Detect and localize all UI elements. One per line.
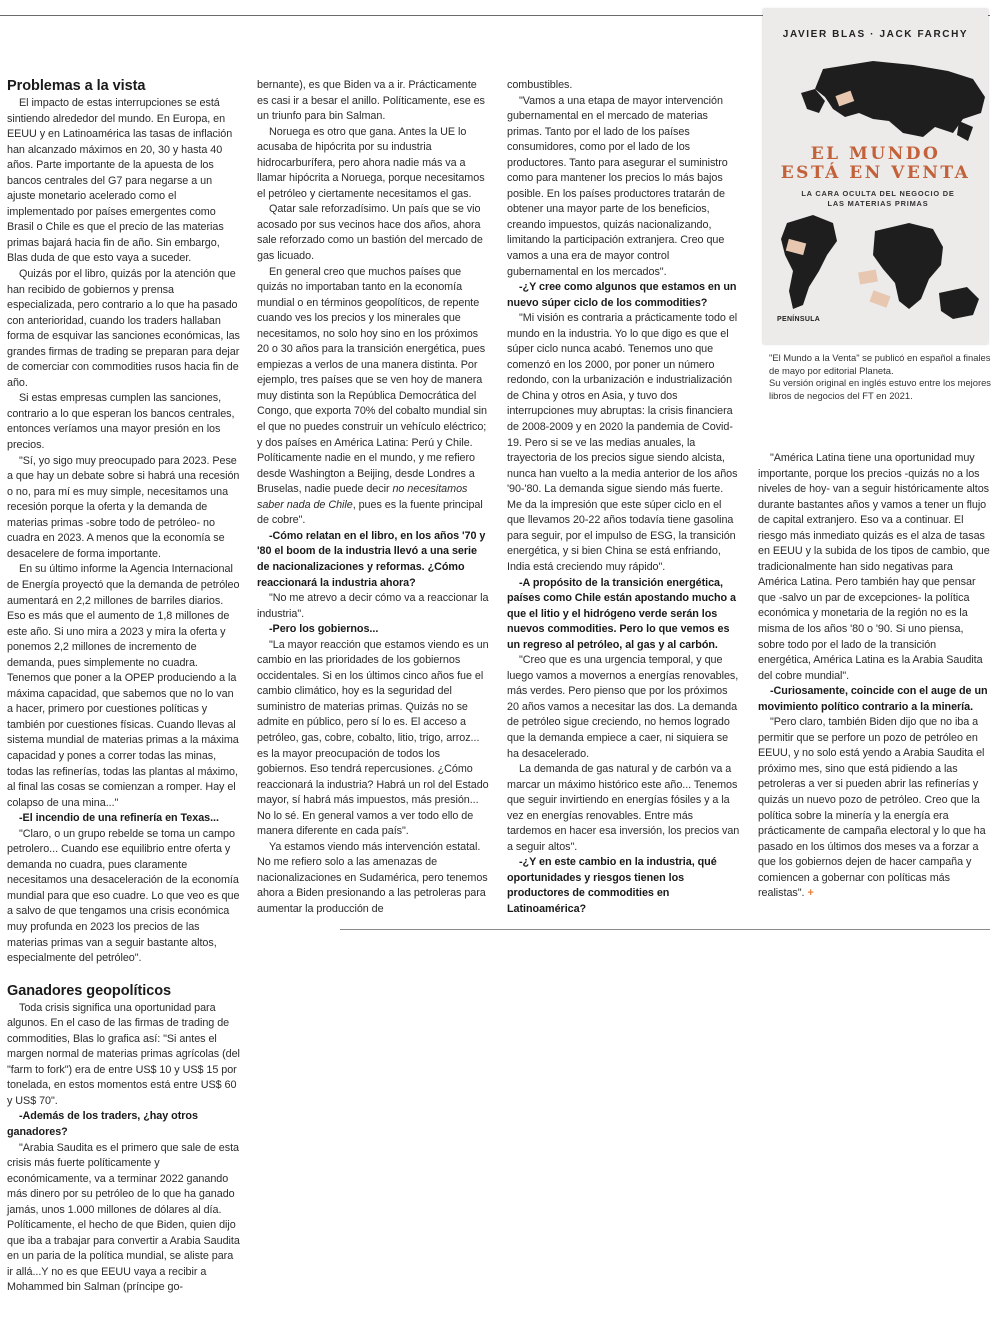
interview-question: -Además de los traders, ¿hay otros ganadores? <box>7 1110 198 1138</box>
paragraph <box>257 265 490 529</box>
book-authors: JAVIER BLAS · JACK FARCHY <box>782 29 969 40</box>
interview-question: -A propósito de la transición energética, países como Chile están apostando mucho a que el litio y el hidrógeno verde serán los nuevos commodities. Pero lo que vemos es un regreso al petróleo, al gas y al carbón. <box>507 576 736 651</box>
paragraph: "Claro, o un grupo rebelde se toma un campo petrolero... Cuando ese equilibrio entre oferta y demanda no cuadra, pues claramente necesitamos una desaceleración de la economía mundial para que eso cuadre. Lo que veo es que a salvo de que tengamos una crisis económica muy profunda en 2023 los precios de las materias primas van a seguir bastante altos, especialmente del petróleo". <box>7 827 240 965</box>
book-cover <box>763 9 988 344</box>
section-heading-ganadores: Ganadores geopolíticos <box>7 982 172 999</box>
paragraph <box>758 715 991 902</box>
paragraph: "América Latina tiene una oportunidad muy importante, porque los precios -quizás no a los niveles de hoy- van a seguir históricamente altos durante bastantes años y vamos a tener un flujo de capital extranjero. Eso va a continuar. El riesgo más inmediato quizás es el alza de tasas en EEUU y la subida de los tipos de cambio, que tradicionalmente han sido negativas para América Latina. Pero también hay que pensar que -salvo un par de excepciones- la política económica y monetaria de la región no es la misma de los años '80 o '90. Si uno piensa, sobre todo por el lado de la transición energética, América Latina es la Arabia Saudita del cobre mundial". <box>758 452 990 682</box>
paragraph: "Sí, yo sigo muy preocupado para 2023. Pese a que hay un debate sobre si habrá una recesión o no, para mí es muy simple, necesitamos una recesión porque la oferta y la demanda de materias primas -sobre todo de petróleo- no cuadra en 2023. A menos que la economía se desacelere de forma importante. <box>7 454 240 560</box>
paragraph: Quizás por el libro, quizás por la atención que han recibido de gobiernos y prensa especializada, pero contrario a lo que ha pasado con anterioridad, cuando los traders hallaban forma de esquivar las sanciones económicas, las grandes firmas de trading se preparan para dejar de comerciar con commodities rusos hacia fin de año. <box>7 268 240 389</box>
paragraph: Noruega es otro que gana. Antes la UE lo acusaba de hipócrita por su industria hidrocarburífera, pero ahora nadie más va a llamar hipócrita a Noruega, porque necesitamos el petróleo y ciertamente necesitamos el gas. <box>257 125 485 200</box>
paragraph: combustibles. <box>507 79 573 91</box>
caption-line: "El Mundo a la Venta" se publicó en español a finales de mayo por editorial Planeta. <box>769 352 991 376</box>
paragraph: "Arabia Saudita es el primero que sale de esta crisis más fuerte políticamente y económicamente, va a terminar 2022 ganando más dinero por su petróleo de lo que ha ganado jamás, unos 1.000 millones de dólares al día. Políticamente, el hecho de que Biden, quien dijo que iba a trabajar para convertir a Arabia Saudita en un paria de la política mundial, se aliste para ir allá...Y no es que EEUU vaya a recibir a Mohammed bin Salman (príncipe go- <box>7 1141 240 1294</box>
paragraph: Si estas empresas cumplen las sanciones, contrario a lo que esperan los bancos centrales, entonces veríamos una mayor presión en los precios. <box>7 392 235 452</box>
article-column-1 <box>7 76 240 1296</box>
paragraph: El impacto de estas interrupciones se está sintiendo alrededor del mundo. En Europa, en EEUU y en Latinoamérica las tasas de inflación han alcanzado máximos en 20, 30 y hasta 40 años. Parte importante de la apuesta de los bancos centrales del G7 para negarse a un ajuste monetario acelerado como el implementado por países emergentes como Brasil o Chile es que el precio de las materias primas bajará hacia fin de año. Sin embargo, Blas duda de que esto vaya a suceder. <box>7 97 233 265</box>
paragraph: En su último informe la Agencia Internacional de Energía proyectó que la demanda de petróleo aumentará en 2,2 millones de barriles diarios. Eso es más que el aumento de 1,8 millones de este año. Si uno mira a 2023 y mira la oferta y ponemos 2,2 millones de incremento de demanda, pues simplemente no cuadra. Tenemos que poner a la OPEP produciendo a la máxima capacidad, que sabemos que no lo van a hacer, primero por cuestiones políticas y también por cuestiones físicas. Cuando llevas al sistema mundial de materias primas a la máxima capacidad y pones a correr todas las minas, todas las refinerías, todas las plantas al máximo, al final las cosas se comienzan a romper. Hay el colapso de una mina..." <box>7 563 240 809</box>
publisher-logo: PENÍNSULA <box>777 316 821 323</box>
article-column-2 <box>257 78 490 918</box>
end-mark: + <box>807 887 814 900</box>
caption-line: Su versión original en inglés estuvo entre los mejores libros de negocios del FT en 2021. <box>769 377 991 401</box>
paragraph: La demanda de gas natural y de carbón va a marcar un máximo histórico este año... Tenemos que seguir invirtiendo en energías fósiles y a la vez en energías renovables. Entre más tardemos en hacer esa inversión, los precios van a seguir altos". <box>507 763 740 853</box>
paragraph: "No me atrevo a decir cómo va a reaccionar la industria". <box>257 592 489 620</box>
paragraph: "Vamos a una etapa de mayor intervención gubernamental en el mercado de materias primas. Tanto por el lado de los países consumidores, como por el lado de los productores. Tanto para asegurar el suministro como para mantener los precios lo más bajos posible. En los países productores tratarán de obtener una mayor parte de los beneficios, creando impuestos, quizás nacionalizando, limitando la participación extranjera. Creo que vamos a una era de mayor control gubernamental en los mercados". <box>507 94 728 278</box>
paragraph: "Mi visión es contraria a prácticamente todo el mundo en la industria. Yo lo que digo es que el súper ciclo nunca acabó. Tenemos uno que comenzó en los 2000, por poner un número redondo, con la urbanización e industrialización de China y otros en Asia, y tuvo dos interrupciones muy abruptas: la crisis financiera de 2008-2009 y en 2020 la pandemia de Covid-19. Pero si se ve las medias anuales, la trayectoria de los precios sigue siendo alcista, nunca han vuelto a la media anterior de los años '90-'80. La demanda sigue siendo más fuerte. Me da la impresión que este súper ciclo en el que llevamos 20-22 años todavía tiene gasolina para seguir, por el impulso de ESG, la transición energética, y si bien China se está enfriando, India está creciendo muy rápido". <box>507 312 738 573</box>
book-title-line-1: EL MUNDO <box>810 144 941 164</box>
paragraph: Ya estamos viendo más intervención estatal. No me refiero solo a las amenazas de nacionalizaciones en Sudamérica, pero tenemos ahora a Biden presionando a las petroleras para aumentar la producción de <box>257 840 488 915</box>
interview-question: -Pero los gobiernos... <box>269 623 379 636</box>
article-column-4 <box>758 451 991 902</box>
interview-question: -¿Y cree como algunos que estamos en un nuevo súper ciclo de los commodities? <box>507 281 737 309</box>
interview-question: -El incendio de una refinería en Texas... <box>19 812 219 825</box>
book-title-line-2: ESTÁ EN VENTA <box>780 163 971 183</box>
paragraph-text: En general creo que muchos países que quizás no importaban tanto en la economía mundial o en términos geopolíticos, de repente cuando ves los precios y los minerales que necesitamos, no solo hoy sino en los próximos 20 o 30 años para la transición energética, pues empiezas a verlos de una manera distinta. Por ejemplo, tres países que se ven hoy de manera muy distinta son la República Democrática del Congo, que exporta 70% del cobalto mundial sin el que no puedes construir un vehículo eléctrico; y dos países en América Latina: Perú y Chile. Políticamente nadie en el mundo, y me refiero desde Washington a Beijing, desde Londres a Bruselas, nadie puede decir <box>257 265 487 496</box>
paragraph: Qatar sale reforzadísimo. Un país que se vio acosado por sus vecinos hace dos años, ahora sale reforzado como un bastión del mercado de gas licuado. <box>257 203 483 263</box>
paragraph-text: "Pero claro, también Biden dijo que no iba a permitir que se perfore un pozo de petróleo en EEUU, y no solo está yendo a Arabia Saudita el próximo mes, sino que está pidiendo a las petroleras a ver si pueden abrir las refinerías y quizás un nuevo pozo de petróleo. Creo que la política sobre la minería y la energía era prácticamente de campaña electoral y lo que ha pasado en los últimos dos meses va a forzar a que los gobiernos dejen de hacer campaña y comiencen a gobernar con políticas más realistas". <box>758 716 986 900</box>
book-subtitle: LA CARA OCULTA DEL NEGOCIO DE LAS MATERIAS PRIMAS <box>801 189 955 208</box>
paragraph: Toda crisis significa una oportunidad para algunos. En el caso de las firmas de trading de commodities, Blas lo grafica así: "Si antes el margen normal de materias primas agrícolas (del "farm to fork") era de entre US$ 10 y US$ 15 por tonelada, en estos momentos está entre US$ 60 y US$ 70". <box>7 1001 240 1107</box>
paragraph: "La mayor reacción que estamos viendo es un cambio en las prioridades de los gobiernos occidentales. Si en los últimos cinco años fue el cambio climático, hoy es la seguridad del suministro de materias primas. Quizás no se admite en público, pero sí lo es. El acceso a petróleo, gas, cobre, cobalto, litio, trigo, arroz... es la mayor preocupación de todos los gobiernos. Eso tendrá repercusiones. ¿Cómo reaccionará la industria? Habrá un rol del Estado mayor, sí habrá más impuestos, más presión... No lo sé. En general vamos a ver todo ello de manera diferente en cada país". <box>257 638 489 838</box>
interview-question: -Cómo relatan en el libro, en los años '70 y '80 el boom de la industria llevó a una serie de nacionalizaciones y reformas. ¿Cómo reaccionará la industria ahora? <box>257 529 486 589</box>
book-caption <box>769 352 991 402</box>
interview-question: -¿Y en este cambio en la industria, qué oportunidades y riesgos tienen los productores de commodities en Latinoamérica? <box>507 856 717 915</box>
paragraph-text: , pues es la fuente principal de cobre". <box>257 498 483 527</box>
section-heading-problemas: Problemas a la vista <box>7 78 146 94</box>
divider-rule <box>340 929 990 930</box>
paragraph: "Creo que es una urgencia temporal, y que luego vamos a movernos a energías renovables, más verdes. Pero pienso que por los próximos 20 años vamos a necesitar las dos. La demanda de petróleo sigue creciendo, no hemos logrado que la demanda empiece a caer, ni siquiera se ha desacelerado. <box>507 654 739 760</box>
paragraph: bernante), es que Biden va a ir. Prácticamente es casi ir a besar el anillo. Políticamente, ese es un triunfo para bin Salman. <box>257 79 485 123</box>
article-column-3 <box>507 78 740 918</box>
emphasis-text: no necesitamos saber nada de Chile <box>257 483 468 511</box>
interview-question: -Curiosamente, coincide con el auge de un movimiento político contrario a la minería. <box>758 685 988 713</box>
